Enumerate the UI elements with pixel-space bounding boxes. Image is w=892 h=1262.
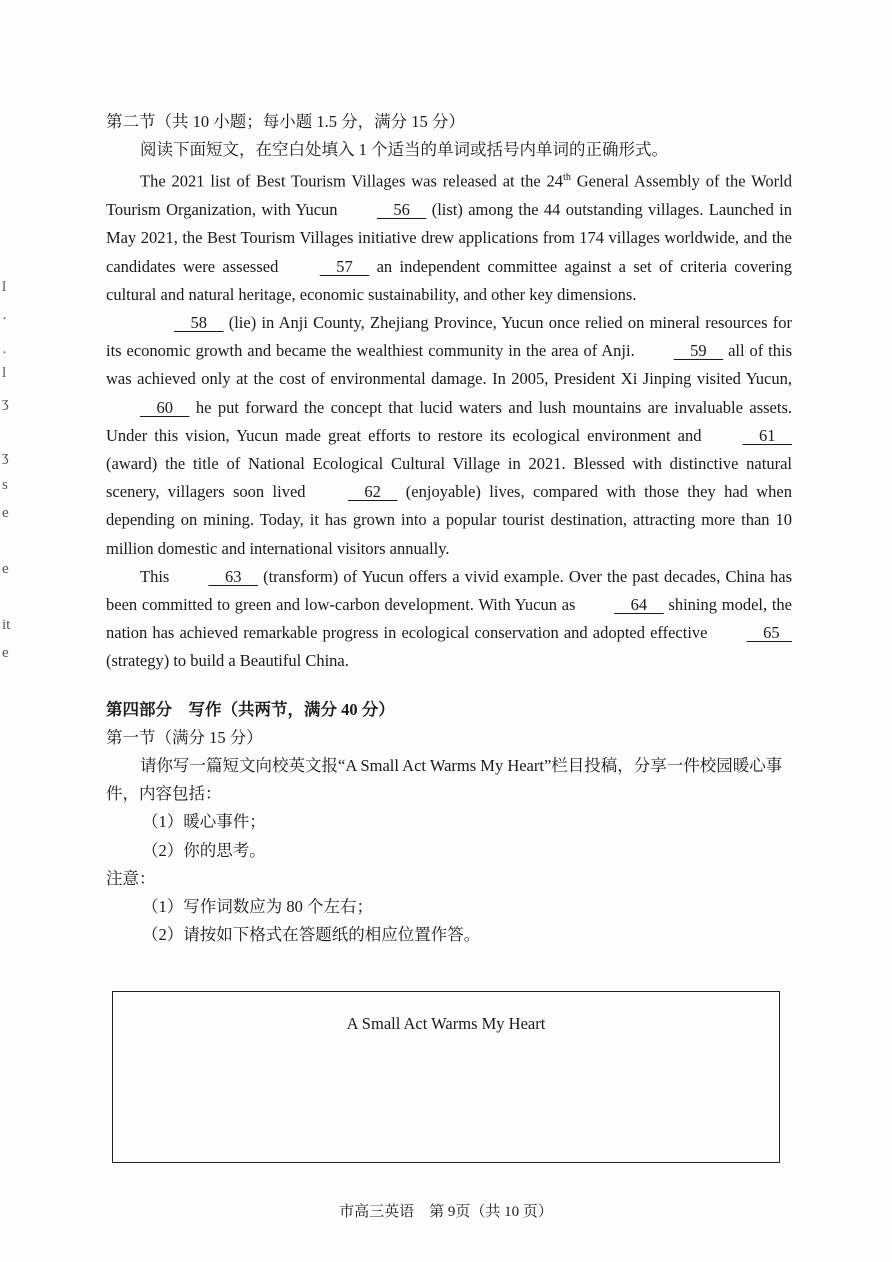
margin-mark: it [2, 617, 11, 633]
answer-box-title: A Small Act Warms My Heart [346, 1014, 546, 1033]
section2-header: 第二节（共 10 小题；每小题 1.5 分，满分 15 分） [106, 112, 465, 131]
blank-61[interactable]: 61 [742, 425, 792, 445]
margin-mark: ʒ [2, 395, 9, 411]
margin-mark: · [2, 345, 7, 361]
part4-header: 第四部分 写作（共两节，满分 40 分） [106, 699, 395, 719]
note-item: （2）请按如下格式在答题纸的相应位置作答。 [142, 925, 481, 945]
passage-text: shining model, the nation has achieved remarkable progress in ecological conservation and adopted effective [106, 594, 792, 643]
writing-prompt: 请你写一篇短文向校英文报“A Small Act Warms My Heart”栏目投稿，分享一件校园暖心事件，内容包括： [106, 755, 783, 804]
blank-64[interactable]: 64 [614, 594, 664, 614]
passage-text: General Assembly of the World Tourism Organization, with Yucun [106, 171, 792, 220]
blank-58[interactable]: 58 [174, 312, 224, 332]
passage-text: all of this was achieved only at the cost of environmental damage. In 2005, President Xi Jinping visited Yucun, [106, 341, 793, 389]
passage-paragraph-3 [106, 563, 792, 676]
prompt-item: （2）你的思考。 [142, 840, 266, 860]
note-label: 注意： [106, 868, 156, 888]
passage-text: (enjoyable) lives, compared with those they had when depending on mining. Today, it has grown into a popular tourist destination, attracting more than 10 million domestic and international visitors annually. [106, 482, 793, 558]
margin-mark: e [2, 561, 9, 577]
margin-mark: · [2, 311, 7, 327]
passage-text: This [140, 566, 175, 586]
blank-63[interactable]: 63 [208, 566, 258, 586]
passage-text: an independent committee against a set of criteria covering cultural and natural heritage, economic sustainability, and other key dimensions. [106, 256, 792, 304]
blank-59[interactable]: 59 [673, 341, 724, 361]
passage-text: (award) the title of National Ecological Cultural Village in 2021. Blessed with distinctive natural scenery, villagers soon lived [106, 453, 792, 502]
page-footer: 市高三英语 第 9页（共 10 页） [339, 1204, 553, 1220]
part4-section1-header: 第一节（满分 15 分） [106, 727, 263, 747]
passage-text: (transform) of Yucun offers a vivid example. Over the past decades, China has been committed to green and low-carbon development. With Yucun as [106, 566, 792, 614]
margin-mark: e [2, 645, 9, 661]
margin-mark: l [2, 279, 7, 295]
margin-mark: ʒ [2, 449, 9, 465]
note-item: （1）写作词数应为 80 个左右； [142, 896, 373, 916]
prompt-item: （1）暖心事件； [142, 812, 266, 832]
exam-content [106, 108, 792, 949]
passage-text: (list) among the 44 outstanding villages. Launched in May 2021, the Best Tourism Villages initiative drew applications from 174 villages worldwide, and the candidates were assessed [106, 200, 792, 276]
passage-text: (strategy) to build a Beautiful China. [106, 651, 349, 671]
passage-text: he put forward the concept that lucid waters and lush mountains are invaluable assets. Under this vision, Yucun made great efforts to restore its ecological environment and [106, 397, 792, 445]
blank-60[interactable]: 60 [140, 397, 190, 417]
margin-mark: s [2, 477, 8, 493]
passage-text: The 2021 list of Best Tourism Villages was released at the 24 [140, 171, 564, 191]
blank-57[interactable]: 57 [319, 256, 370, 276]
passage-paragraph-2 [106, 309, 792, 563]
blank-56[interactable]: 56 [376, 200, 427, 220]
superscript: th [563, 172, 571, 184]
margin-mark: l [2, 365, 7, 381]
margin-mark: e [2, 505, 9, 521]
blank-65[interactable]: 65 [746, 623, 792, 643]
blank-62[interactable]: 62 [347, 482, 398, 502]
passage-paragraph-1 [106, 164, 792, 309]
passage-text: (lie) in Anji County, Zhejiang Province, Yucun once relied on mineral resources for its economic growth and became the wealthiest community in the area of Anji. [106, 312, 792, 361]
section2-instruction: 阅读下面短文，在空白处填入 1 个适当的单词或括号内单词的正确形式。 [140, 140, 668, 160]
answer-box[interactable] [112, 991, 780, 1163]
